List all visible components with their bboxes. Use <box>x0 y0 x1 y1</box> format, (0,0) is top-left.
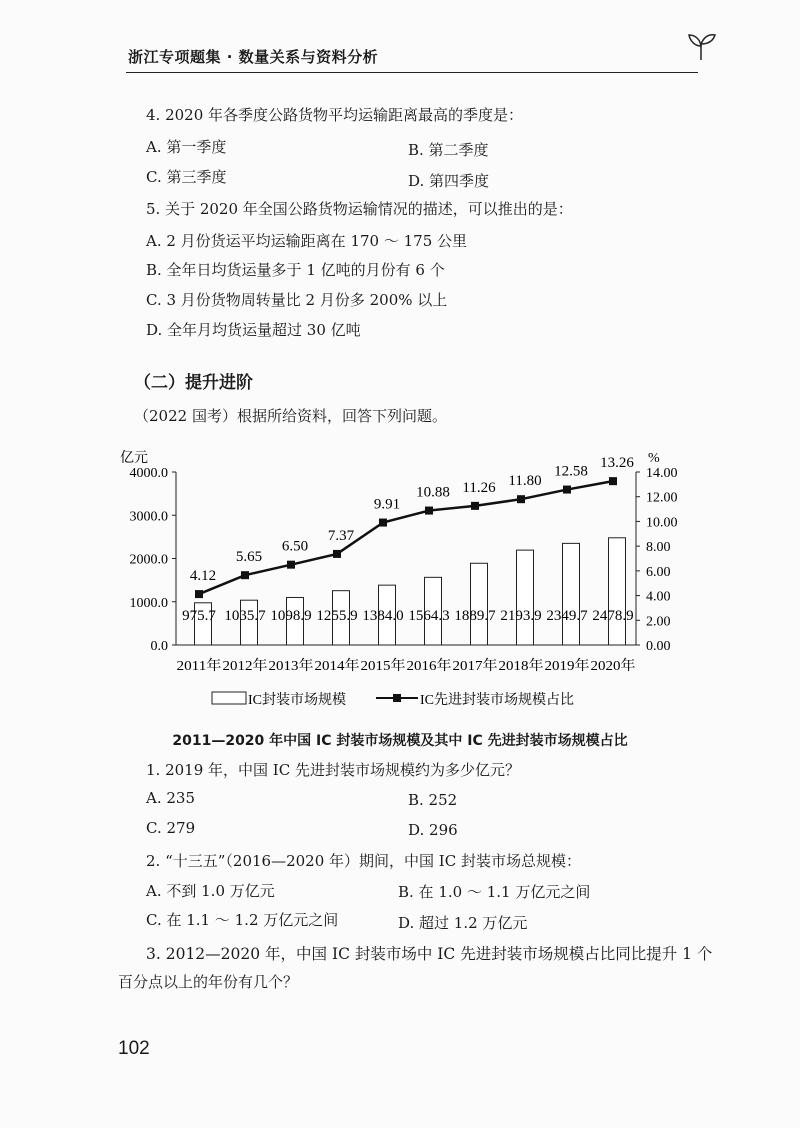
right-tick-label: 8.00 <box>646 540 671 556</box>
bar-value-label: 1384.0 <box>362 608 404 624</box>
share-value-label: 7.37 <box>327 527 355 544</box>
legend-line-marker <box>393 694 401 702</box>
bar-value-label: 975.7 <box>182 608 216 624</box>
bar-value-label: 1035.7 <box>224 608 266 624</box>
share-value-label: 10.88 <box>416 484 450 501</box>
share-point <box>379 519 387 527</box>
q5-option-b: B. 全年日均货运量多于 1 亿吨的月份有 6 个 <box>146 261 445 279</box>
page-number: 102 <box>118 1038 150 1059</box>
share-point <box>471 502 479 510</box>
x-tick-label: 2019年 <box>544 659 587 674</box>
share-point <box>195 590 203 598</box>
q1-option-a: A. 235 <box>146 789 195 807</box>
x-tick-label: 2016年 <box>406 659 449 674</box>
right-tick-label: 10.00 <box>646 515 678 531</box>
chart-title: 2011—2020 年中国 IC 封装市场规模及其中 IC 先进封装市场规模占比 <box>172 733 628 749</box>
share-point <box>563 486 571 494</box>
x-tick-label: 2020年 <box>590 659 633 674</box>
right-axis-label: % <box>648 451 660 466</box>
bar <box>563 543 580 645</box>
x-tick-label: 2018年 <box>498 659 541 674</box>
q2-option-d: D. 超过 1.2 万亿元 <box>398 914 528 932</box>
share-point <box>241 571 249 579</box>
q5-option-d: D. 全年月均货运量超过 30 亿吨 <box>146 321 361 339</box>
legend-bar-swatch <box>212 692 246 704</box>
ic-packaging-chart <box>0 440 800 720</box>
q2-option-a: A. 不到 1.0 万亿元 <box>146 882 275 900</box>
share-point <box>333 550 341 558</box>
share-value-label: 12.58 <box>554 463 588 480</box>
question-5-stem: 5. 关于 2020 年全国公路货物运输情况的描述，可以推出的是： <box>146 200 573 218</box>
section-heading: （二）提升进阶 <box>134 373 253 393</box>
share-value-label: 9.91 <box>373 496 401 513</box>
right-tick-label: 12.00 <box>646 490 678 506</box>
share-value-label: 5.65 <box>235 549 263 566</box>
question-1-stem: 1. 2019 年，中国 IC 先进封装市场规模约为多少亿元？ <box>146 761 520 779</box>
q4-option-d: D. 第四季度 <box>408 172 490 190</box>
bar <box>609 538 626 645</box>
left-tick-label: 1000.0 <box>129 595 168 611</box>
right-tick-label: 6.00 <box>646 564 671 580</box>
q5-option-c: C. 3 月份货物周转量比 2 月份多 200% 以上 <box>146 291 448 309</box>
legend-bar-label: IC封装市场规模 <box>248 693 346 708</box>
bar-value-label: 2193.9 <box>500 608 542 624</box>
bar-value-label: 1889.7 <box>454 608 496 624</box>
section-intro: （2022 国考）根据所给资料，回答下列问题。 <box>134 407 447 425</box>
x-tick-label: 2013年 <box>268 659 311 674</box>
left-tick-label: 3000.0 <box>129 509 168 525</box>
x-tick-label: 2017年 <box>452 659 495 674</box>
share-point <box>609 477 617 485</box>
left-tick-label: 2000.0 <box>129 552 168 568</box>
left-tick-label: 4000.0 <box>129 466 168 481</box>
running-header-title: 浙江专项题集 · 数量关系与资料分析 <box>128 48 379 66</box>
right-tick-label: 0.00 <box>646 639 671 654</box>
share-point <box>287 561 295 569</box>
question-4-stem: 4. 2020 年各季度公路货物平均运输距离最高的季度是： <box>146 106 524 124</box>
q4-option-a: A. 第一季度 <box>146 138 227 156</box>
share-point <box>425 507 433 515</box>
bar-value-label: 2478.9 <box>592 608 634 624</box>
q1-option-d: D. 296 <box>408 821 458 839</box>
share-series-line <box>199 481 613 594</box>
q2-option-b: B. 在 1.0 ～ 1.1 万亿元之间 <box>398 883 591 901</box>
share-value-label: 6.50 <box>281 538 309 555</box>
share-value-label: 13.26 <box>600 455 634 472</box>
share-point <box>517 495 525 503</box>
question-3-stem-line1: 3. 2012—2020 年，中国 IC 封装市场中 IC 先进封装市场规模占比同比提升 1 个 <box>146 945 713 963</box>
q2-option-c: C. 在 1.1 ～ 1.2 万亿元之间 <box>146 911 339 929</box>
x-tick-label: 2011年 <box>176 659 218 674</box>
question-2-stem: 2. “十三五”（2016—2020 年）期间，中国 IC 封装市场总规模： <box>146 852 581 870</box>
x-tick-label: 2014年 <box>314 659 357 674</box>
legend-line-label: IC先进封装市场规模占比 <box>420 693 574 708</box>
x-tick-label: 2015年 <box>360 659 403 674</box>
left-tick-label: 0.0 <box>150 639 168 654</box>
q5-option-a: A. 2 月份货运平均运输距离在 170 ～ 175 公里 <box>146 232 468 250</box>
share-value-label: 11.26 <box>462 479 496 496</box>
bar-value-label: 2349.7 <box>546 608 588 624</box>
q4-option-b: B. 第二季度 <box>408 141 489 159</box>
bar-value-label: 1564.3 <box>408 608 450 624</box>
bar <box>471 563 488 645</box>
q1-option-c: C. 279 <box>146 819 196 837</box>
right-tick-label: 14.00 <box>646 466 678 481</box>
q4-option-c: C. 第三季度 <box>146 168 227 186</box>
q1-option-b: B. 252 <box>408 791 458 809</box>
share-value-label: 11.80 <box>508 473 542 490</box>
sprout-icon <box>684 28 718 62</box>
bar <box>517 550 534 645</box>
header-rule <box>126 72 698 73</box>
x-tick-label: 2012年 <box>222 659 265 674</box>
bar-value-label: 1098.9 <box>270 608 312 624</box>
question-3-stem-line2: 百分点以上的年份有几个？ <box>118 973 299 991</box>
right-tick-label: 2.00 <box>646 614 671 630</box>
left-axis-label: 亿元 <box>120 451 148 466</box>
bar-value-label: 1255.9 <box>316 608 358 624</box>
right-tick-label: 4.00 <box>646 589 671 605</box>
share-value-label: 4.12 <box>189 568 217 585</box>
